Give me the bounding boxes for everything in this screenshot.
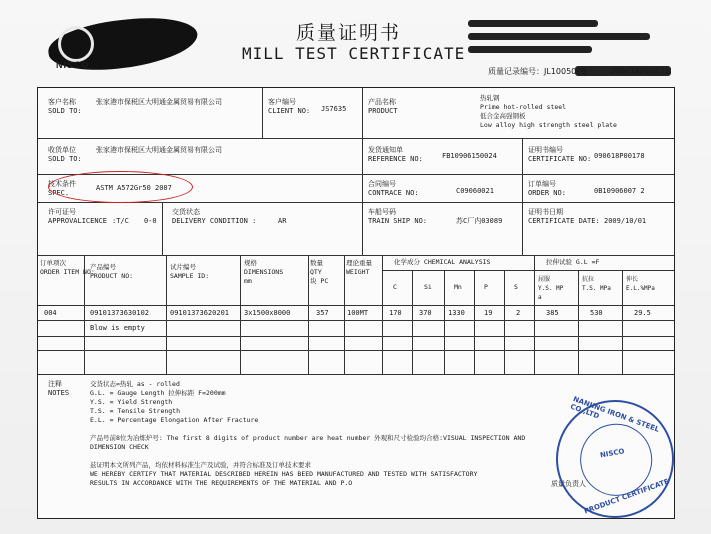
- table-row-item: 004: [44, 309, 57, 317]
- certificate-no-value: 090618P00178: [594, 152, 645, 160]
- notes-label: 注释 NOTES: [48, 380, 70, 397]
- delivery-label: 交货状态 DELIVERY CONDITION :: [172, 208, 257, 225]
- redaction-mark: [468, 33, 650, 40]
- spec-value: ASTM A572Gr50 2007: [96, 184, 172, 192]
- table-row-weight: 100MT: [347, 309, 369, 317]
- license-value: :T/C: [112, 217, 129, 225]
- tensile-header: 拉伸试验 G.L =F: [546, 258, 600, 266]
- redaction-mark: [468, 20, 598, 27]
- spec-highlight-circle: [48, 171, 193, 203]
- notes-content: 交货状态=热轧 as - rolled G.L. = Gauge Length 拉伸标距 F=200mm Y.S. = Yield Strength T.S. = Tensile Strength E.L. = Percentage Elongation After Fracture 产品号前8位为冶炼炉号: The first 8 digits of product number are heat number 外观和尺寸检验均合格:VISUAL INSPECTION AND DIMENSION CHECK 兹证明本文所列产品，均依材料标准生产及试验，并符合标准及订单技术要求 WE HEREBY CERTIFY THAT MATERIAL DESCRIBED HEREIN HAS BEED MANUFACTURED AND TESTED WITH SATISFACTORY RESULTS IN ACCORDANCE WITH THE REQUIREMENTS OF THE MATERIAL AND P.O: [90, 380, 526, 487]
- page-title-en: MILL TEST CERTIFICATE: [242, 44, 466, 63]
- table-row-qty: 357: [316, 309, 329, 317]
- spec-label: 技术条件 SPEC.: [48, 180, 76, 197]
- ship-label: 车船号码 TRAIN SHIP NO:: [368, 208, 428, 225]
- license-label: 许可证号 APPROVALICENCE: [48, 208, 108, 225]
- company-logo-text: NISCO: [56, 60, 90, 70]
- product-label: 产品名称 PRODUCT: [368, 98, 398, 115]
- sold-to-label: 客户名称 SOLD TO:: [48, 98, 82, 115]
- reference-label: 发货通知单 REFERENCE NO:: [368, 146, 423, 163]
- client-no-label: 客户编号 CLIENT NO:: [268, 98, 311, 115]
- table-row-el: 29.5: [634, 309, 651, 317]
- chemical-s: S: [514, 283, 518, 291]
- elongation-header: 伸长 E.L.%MPa: [626, 276, 655, 292]
- chemical-p: P: [484, 283, 488, 291]
- consignee-label: 收货单位 SOLD TO:: [48, 146, 82, 163]
- table-row-dimension: 3x1500x8000: [244, 309, 291, 317]
- chemical-si: Si: [424, 283, 432, 291]
- table-row-mn: 1330: [448, 309, 465, 317]
- order-label: 订单编号 ORDER NO:: [528, 180, 566, 197]
- table-row-sample: 09101373620201: [170, 309, 230, 317]
- page-title-cn: 质量证明书: [296, 22, 402, 44]
- license-value-2: 0-0: [144, 217, 157, 225]
- certificate-date-label: 证明书日期 CERTIFICATE DATE:: [528, 208, 600, 225]
- dimension-header: 规格 DIMENSIONS mm: [244, 259, 284, 285]
- record-number: [468, 66, 670, 77]
- table-row-note: Blow is empty: [90, 324, 145, 332]
- chemical-header: 化学成分 CHEMICAL ANALYSIS: [394, 258, 491, 266]
- contract-label: 合同编号 CONTRACE NO:: [368, 180, 419, 197]
- record-code: 090618P00178: [609, 67, 671, 76]
- table-row-product: 09101373630102: [90, 309, 150, 317]
- tensile-strength-header: 抗拉 T.S. MPa: [582, 276, 611, 292]
- table-row-ys: 385: [546, 309, 559, 317]
- sold-to-value: 张家港市保税区大明通金属贸易有限公司: [96, 98, 222, 106]
- sample-id-header: 试片编号 SAMPLE ID:: [170, 263, 210, 280]
- table-row-p: 19: [484, 309, 493, 317]
- certificate-date-value: 2009/10/01: [604, 217, 647, 225]
- client-no-value: JS7635: [321, 105, 347, 113]
- chemical-c: C: [393, 283, 397, 291]
- qty-header: 数量 QTY 块 PC: [310, 259, 329, 285]
- redaction-mark: [468, 46, 592, 53]
- stamp-bottom-text: PRODUCT CERTIFICATE: [583, 477, 671, 516]
- table-row-ts: 530: [590, 309, 603, 317]
- record-label: 质量记录编号：JL100508B: [488, 67, 587, 76]
- order-item-header: 订单项次 ORDER ITEM NO:: [40, 259, 95, 276]
- chemical-mn: Mn: [454, 283, 462, 291]
- table-row-c: 170: [389, 309, 402, 317]
- order-value: 0B10906007 2: [594, 187, 645, 195]
- consignee-value: 张家港市保税区大明通金属贸易有限公司: [96, 146, 222, 154]
- table-row-si: 370: [419, 309, 432, 317]
- table-row-s: 2: [516, 309, 521, 317]
- product-no-header: 产品编号 PRODUCT NO:: [90, 263, 134, 280]
- yield-header: 屈服 Y.S. MP a: [538, 276, 564, 301]
- certificate-no-label: 证明书编号 CERTIFICATE NO:: [528, 146, 592, 163]
- weight-header: 理论重量 WEIGHT: [346, 259, 372, 276]
- company-logo-icon: [58, 26, 94, 62]
- stamp-mid-text: NISCO: [599, 447, 626, 460]
- quality-responsible-label: 质量负责人: [551, 480, 586, 488]
- reference-value: FB10906150024: [442, 152, 497, 160]
- ship-value: 苏C厂内03089: [456, 217, 503, 225]
- contract-value: C09060021: [456, 187, 494, 195]
- delivery-value: AR: [278, 217, 287, 225]
- stamp-top-text: NANJING IRON & STEEL CO.,LTD: [569, 395, 661, 434]
- product-value: 热轧钢 Prime hot-rolled steel 低合金高强钢板 Low alloy high strength steel plate: [480, 94, 617, 129]
